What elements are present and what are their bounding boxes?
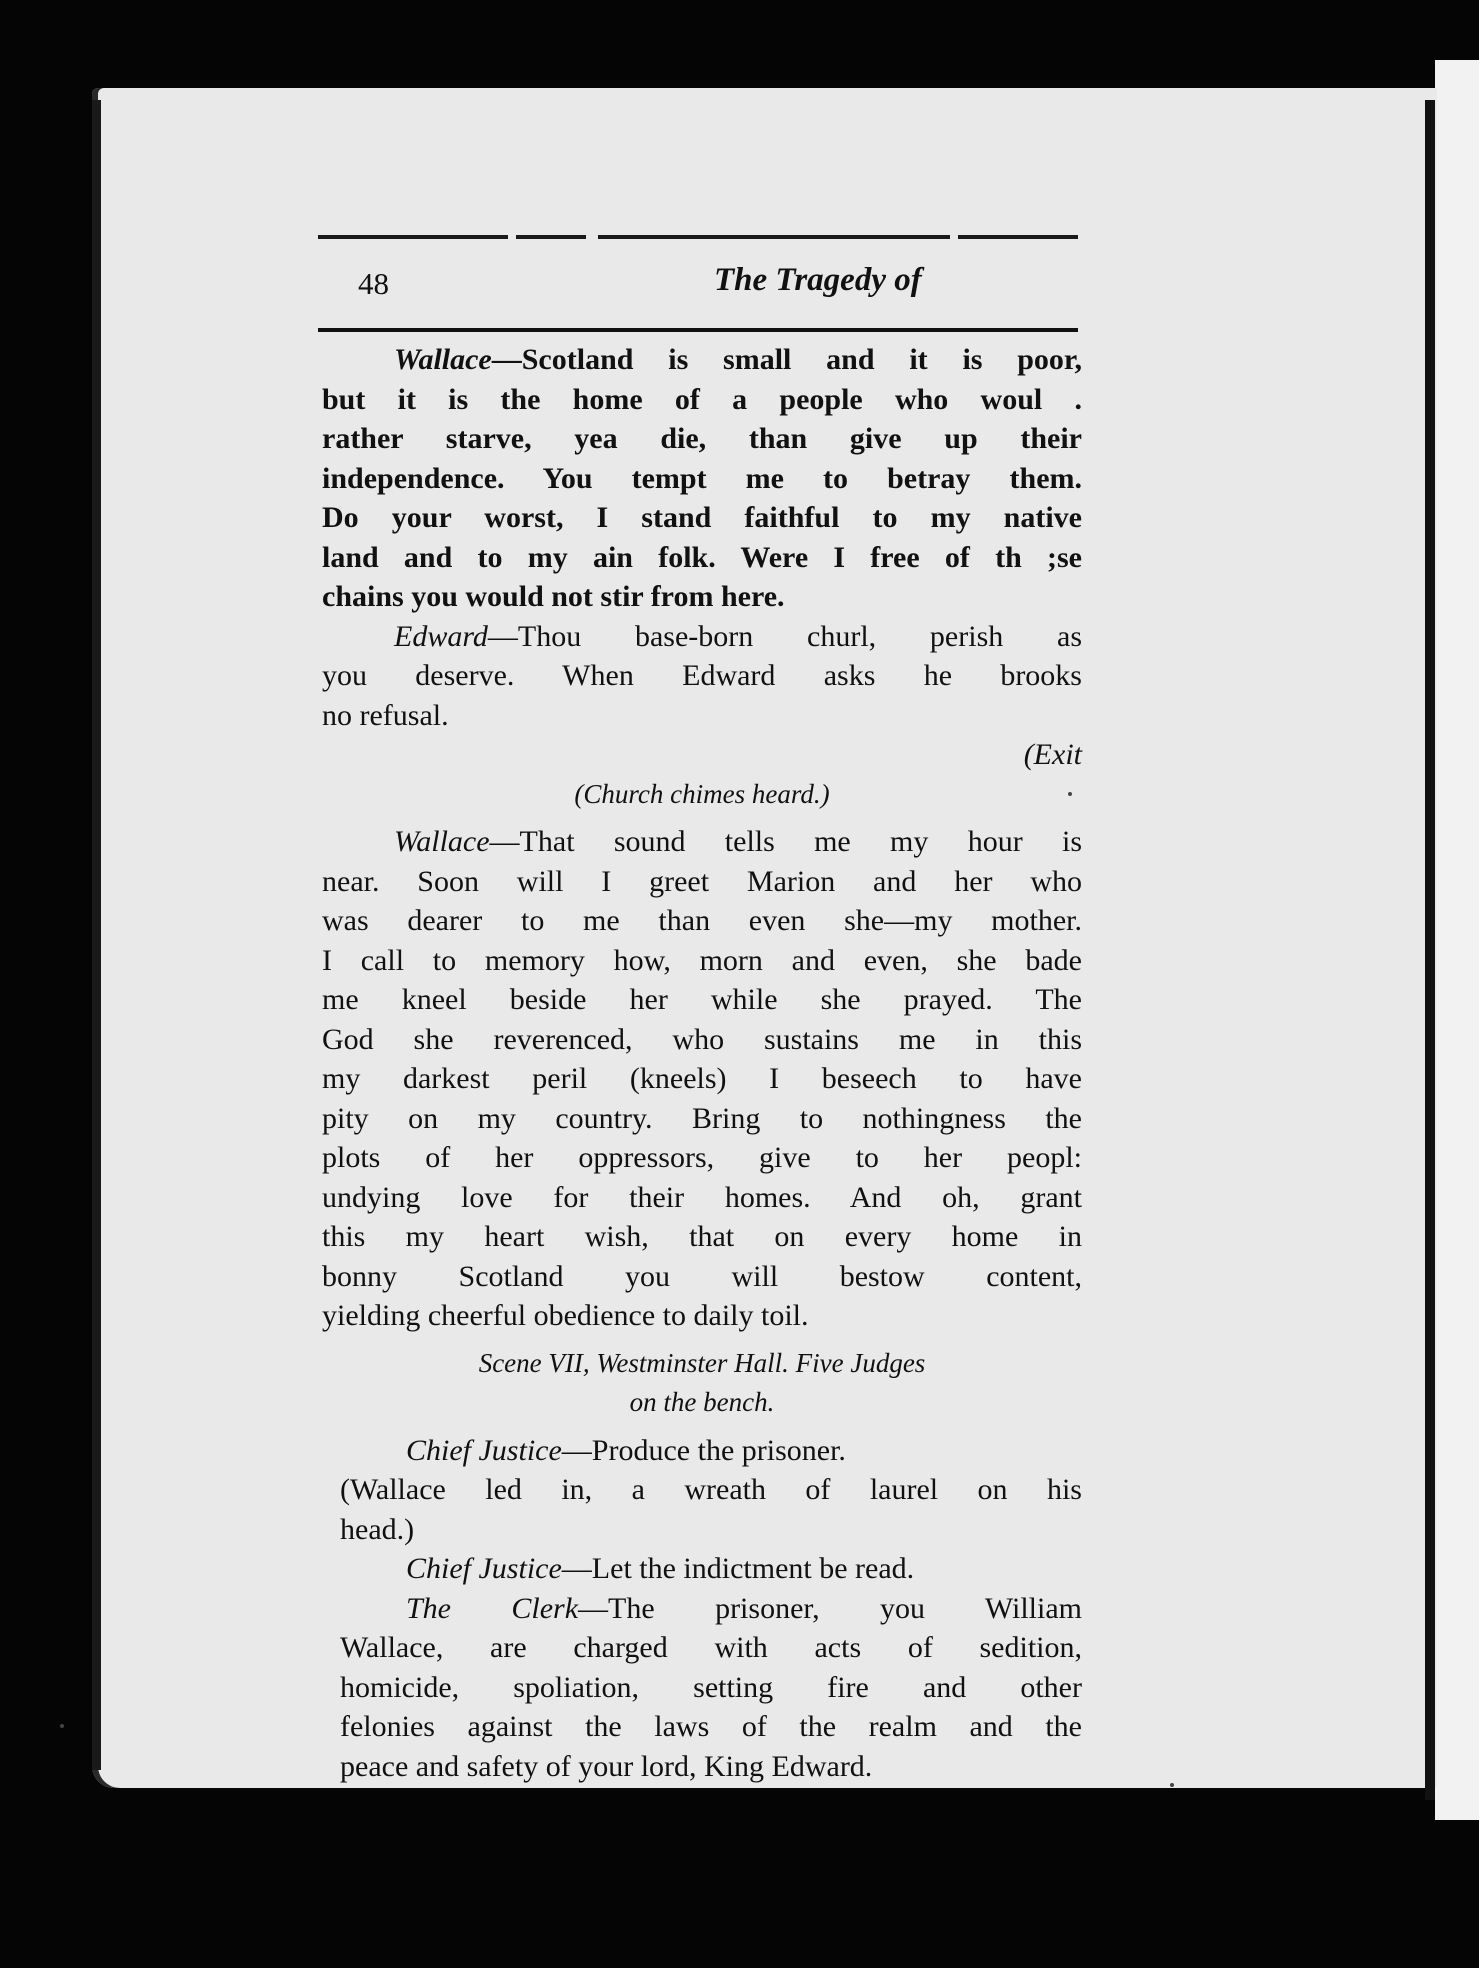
text-line	[322, 1589, 1082, 1629]
speaker-name: Wallace	[394, 825, 490, 858]
stage-direction-exit: (Exit	[1023, 738, 1082, 771]
page-spine-shadow	[92, 100, 101, 1770]
spacer	[322, 1336, 1082, 1344]
running-title: The Tragedy of	[714, 262, 922, 298]
rule-gap	[586, 233, 598, 241]
text-line: yielding cheerful obedience to daily toil.	[322, 1299, 809, 1332]
speck	[60, 1724, 64, 1728]
text-line: was dearer to me than even she—my mother.	[322, 904, 1082, 937]
speaker-name: Chief Justice	[406, 1433, 562, 1467]
facing-page-edge	[1435, 60, 1479, 1820]
text-line	[322, 1431, 1082, 1471]
text-line	[322, 1549, 1082, 1589]
text-line: me kneel beside her while she prayed. The	[322, 983, 1082, 1016]
spacer	[322, 1423, 1082, 1431]
text-line	[322, 340, 1082, 380]
text-line: rather starve, yea die, than give up their	[322, 422, 1082, 455]
text-line: peace and safety of your lord, King Edward.	[340, 1749, 873, 1783]
line-text: —Let the indictment be read.	[561, 1552, 915, 1585]
text-line: I call to memory how, morn and even, she bade	[322, 943, 1082, 977]
line-text: —Scotland is small and it is poor,	[491, 343, 1082, 376]
text-line	[322, 617, 1082, 657]
speck	[1170, 1783, 1174, 1787]
scene-heading: on the bench.	[629, 1387, 775, 1417]
speck	[1068, 792, 1072, 796]
text-line: land and to my ain folk. Were I free of th ;se	[322, 540, 1082, 574]
speaker-name: Wallace	[394, 343, 492, 376]
page-number: 48	[358, 266, 389, 301]
text-line: you deserve. When Edward asks he brooks	[322, 659, 1082, 692]
text-line: God she reverenced, who sustains me in this	[322, 1022, 1082, 1056]
text-line: Wallace, are charged with acts of sedition,	[340, 1631, 1082, 1664]
text-line: near. Soon will I greet Marion and her who	[322, 864, 1082, 898]
line-text: —Produce the prisoner.	[561, 1433, 846, 1467]
top-rule	[318, 235, 1078, 239]
page-header	[318, 260, 1078, 310]
text-line: no refusal.	[322, 698, 449, 732]
speaker-name: The Clerk	[406, 1591, 579, 1625]
stage-direction: (Church chimes heard.)	[574, 778, 830, 809]
text-line: my darkest peril (kneels) I beseech to have	[322, 1062, 1082, 1095]
text-line: felonies against the laws of the realm and the	[340, 1710, 1082, 1743]
text-line: but it is the home of a people who woul .	[322, 382, 1082, 416]
page-right-edge	[1425, 100, 1435, 1800]
text-line: this my heart wish, that on every home in	[322, 1220, 1082, 1253]
text-line: homicide, spoliation, setting fire and other	[340, 1670, 1082, 1704]
line-text: —That sound tells me my hour is	[489, 825, 1082, 858]
text-line: pity on my country. Bring to nothingness the	[322, 1101, 1082, 1135]
text-line: independence. You tempt me to betray them.	[322, 461, 1082, 495]
scene-heading: Scene VII, Westminster Hall. Five Judges	[478, 1347, 926, 1378]
text-line: bonny Scotland you will bestow content,	[322, 1259, 1082, 1293]
header-rule	[318, 328, 1078, 332]
stage-direction: head.)	[340, 1512, 415, 1546]
text-line: chains you would not stir from here.	[322, 580, 785, 613]
text-line	[322, 822, 1082, 862]
page-text	[322, 340, 1082, 1786]
text-line: plots of her oppressors, give to her peopl:	[322, 1141, 1082, 1174]
text-line: Do your worst, I stand faithful to my native	[322, 501, 1082, 534]
spacer	[322, 814, 1082, 822]
line-text: —The prisoner, you William	[578, 1591, 1083, 1625]
text-line: undying love for their homes. And oh, grant	[322, 1180, 1082, 1214]
stage-direction: (Wallace led in, a wreath of laurel on his	[340, 1473, 1082, 1506]
rule-gap	[950, 233, 958, 241]
speaker-name: Edward	[394, 619, 488, 653]
line-text: —Thou base-born churl, perish as	[487, 619, 1082, 653]
rule-gap	[508, 233, 516, 241]
speaker-name: Chief Justice	[406, 1552, 562, 1585]
